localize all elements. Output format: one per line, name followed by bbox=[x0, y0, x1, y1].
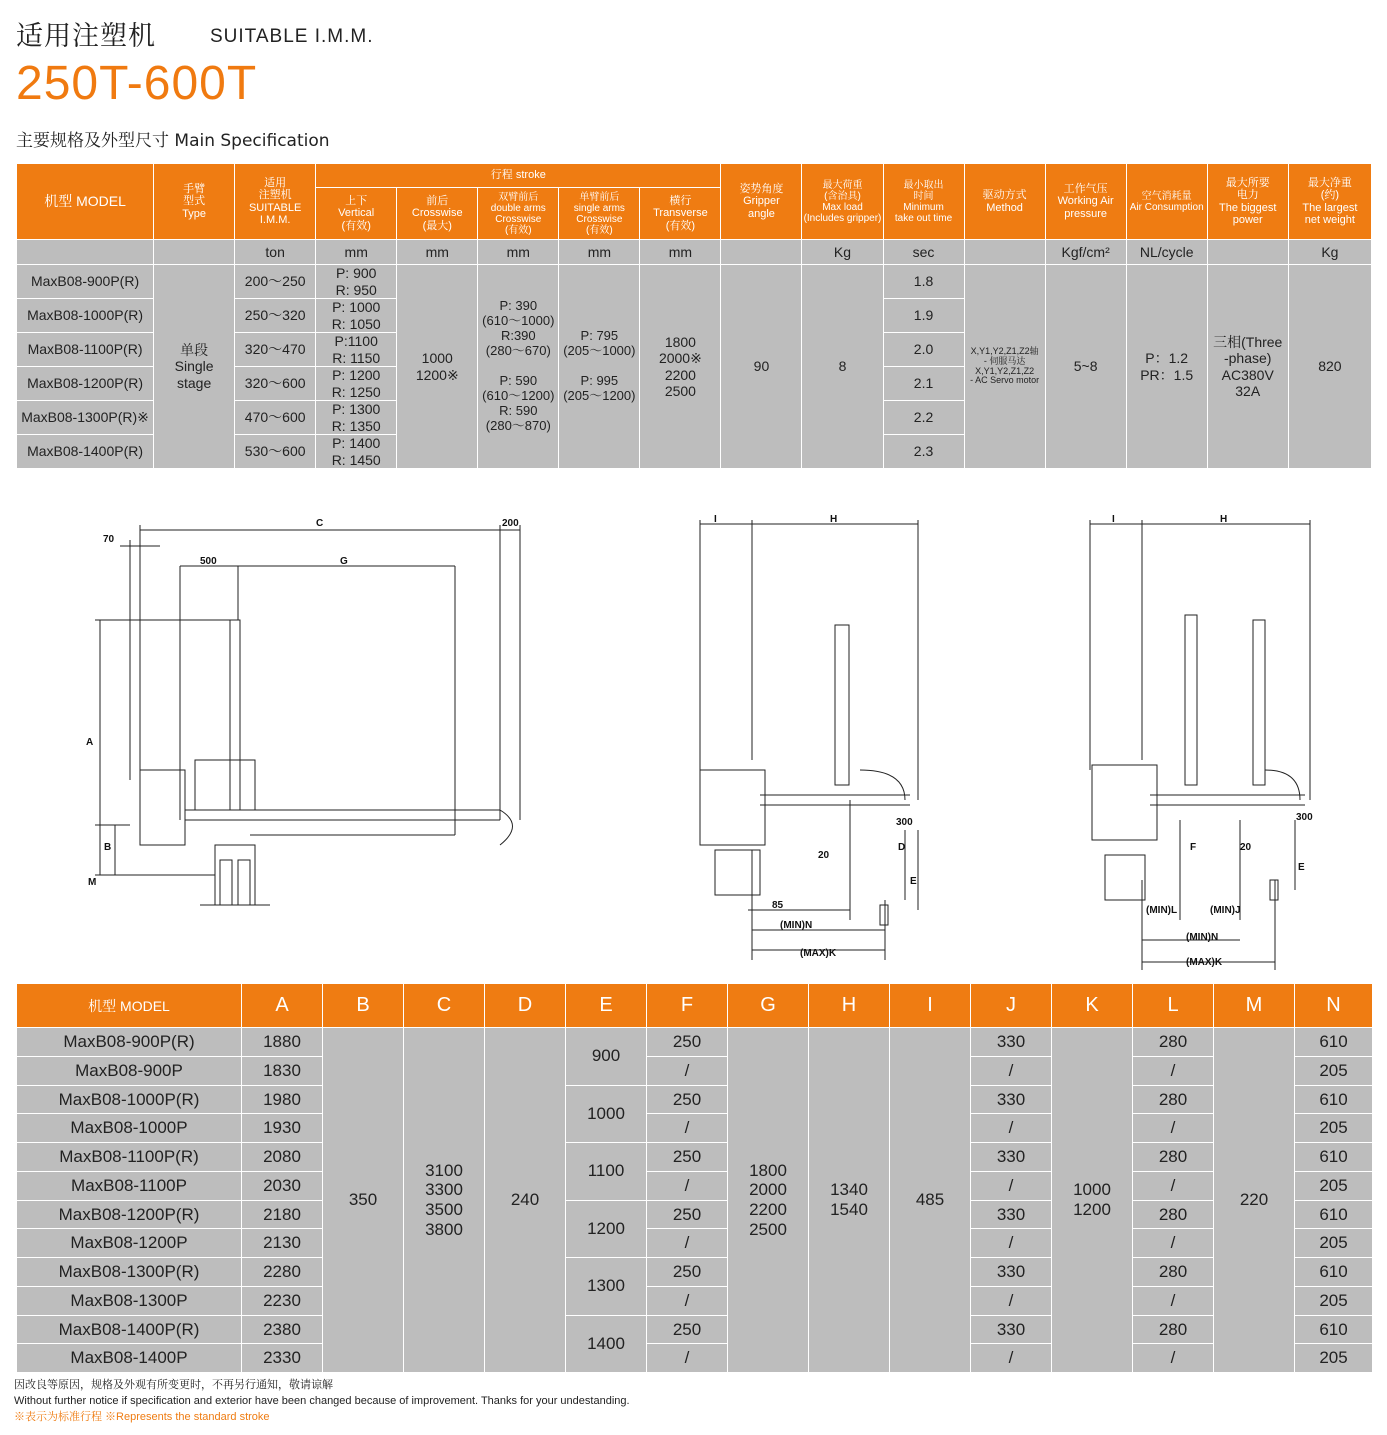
a-cell: 2280 bbox=[242, 1258, 323, 1287]
j-cell: / bbox=[971, 1114, 1052, 1143]
unit-transverse: mm bbox=[640, 240, 721, 265]
b-cell: 350 bbox=[323, 1028, 404, 1373]
header-k: K bbox=[1052, 984, 1133, 1028]
unit-air-consumption: NL/cycle bbox=[1126, 240, 1207, 265]
imm-cell: 200～250 bbox=[235, 265, 316, 299]
l-cell: / bbox=[1133, 1229, 1214, 1258]
model-cell: MaxB08-1000P bbox=[17, 1114, 242, 1143]
table-row bbox=[17, 1171, 1373, 1200]
e-cell: 1000 bbox=[566, 1085, 647, 1143]
dim-i: I bbox=[714, 514, 717, 525]
header-e: E bbox=[566, 984, 647, 1028]
dim-70: 70 bbox=[103, 534, 115, 545]
dimension-table bbox=[16, 983, 1373, 1373]
unit-max-load: Kg bbox=[802, 240, 883, 265]
transverse-cell: 1800 2000※ 2200 2500 bbox=[640, 265, 721, 469]
header-air-pressure: 工作气压 Working Air pressure bbox=[1045, 164, 1126, 240]
time-cell: 2.1 bbox=[883, 367, 964, 401]
time-cell: 1.9 bbox=[883, 299, 964, 333]
vertical-cell: P: 900 R: 950 bbox=[316, 265, 397, 299]
l-cell: / bbox=[1133, 1286, 1214, 1315]
n-cell: 610 bbox=[1295, 1143, 1373, 1172]
f-cell: 250 bbox=[647, 1085, 728, 1114]
vertical-cell: P: 1200 R: 1250 bbox=[316, 367, 397, 401]
vertical-cell: P: 1300 R: 1350 bbox=[316, 401, 397, 435]
header-stroke: 行程 stroke bbox=[316, 164, 721, 188]
model-cell: MaxB08-1100P(R) bbox=[17, 333, 154, 367]
header-g: G bbox=[728, 984, 809, 1028]
l-cell: 280 bbox=[1133, 1085, 1214, 1114]
f-cell: / bbox=[647, 1229, 728, 1258]
a-cell: 2380 bbox=[242, 1315, 323, 1344]
header-a: A bbox=[242, 984, 323, 1028]
n-cell: 205 bbox=[1295, 1229, 1373, 1258]
header-f: F bbox=[647, 984, 728, 1028]
header-model: 机型 MODEL bbox=[17, 164, 154, 240]
f-cell: 250 bbox=[647, 1143, 728, 1172]
header-transverse: 横行 Transverse (有效) bbox=[640, 188, 721, 240]
j-cell: 330 bbox=[971, 1258, 1052, 1287]
dim-g: G bbox=[340, 556, 348, 567]
header-vertical: 上下 Vertical (有效) bbox=[316, 188, 397, 240]
table-row bbox=[17, 1056, 1373, 1085]
a-cell: 2230 bbox=[242, 1286, 323, 1315]
header-model: 机型 MODEL bbox=[17, 984, 242, 1028]
model-cell: MaxB08-1200P bbox=[17, 1229, 242, 1258]
header-l: L bbox=[1133, 984, 1214, 1028]
imm-cell: 320～470 bbox=[235, 333, 316, 367]
model-cell: MaxB08-1400P(R) bbox=[17, 435, 154, 469]
j-cell: 330 bbox=[971, 1200, 1052, 1229]
j-cell: 330 bbox=[971, 1085, 1052, 1114]
m-cell: 220 bbox=[1214, 1028, 1295, 1373]
table-row bbox=[17, 1229, 1373, 1258]
dim-b: B bbox=[104, 842, 112, 853]
header-m: M bbox=[1214, 984, 1295, 1028]
unit-double-arms: mm bbox=[478, 240, 559, 265]
table-row bbox=[17, 1286, 1373, 1315]
note-en: Without further notice if specification and exterior have been changed because of improvement. Thanks for your undestanding. bbox=[14, 1395, 630, 1407]
model-cell: MaxB08-900P(R) bbox=[17, 1028, 242, 1057]
unit-cell bbox=[154, 240, 235, 265]
header-h: H bbox=[809, 984, 890, 1028]
time-cell: 2.2 bbox=[883, 401, 964, 435]
a-cell: 2180 bbox=[242, 1200, 323, 1229]
e-cell: 1100 bbox=[566, 1143, 647, 1201]
unit-cell bbox=[17, 240, 154, 265]
dim-min-j: (MIN)J bbox=[1210, 905, 1241, 916]
f-cell: / bbox=[647, 1171, 728, 1200]
single-arm-cell: P: 795 (205～1000) P: 995 (205～1200) bbox=[559, 265, 640, 469]
l-cell: / bbox=[1133, 1171, 1214, 1200]
table-row bbox=[17, 1085, 1373, 1114]
title-en: SUITABLE I.M.M. bbox=[210, 26, 374, 47]
a-cell: 2030 bbox=[242, 1171, 323, 1200]
unit-weight: Kg bbox=[1288, 240, 1371, 265]
header-weight: 最大净重 (约) The largest net weight bbox=[1288, 164, 1371, 240]
time-cell: 1.8 bbox=[883, 265, 964, 299]
model-cell: MaxB08-1000P(R) bbox=[17, 1085, 242, 1114]
tonnage-range: 250T-600T bbox=[16, 57, 258, 110]
technical-drawing bbox=[0, 480, 1387, 980]
imm-cell: 320～600 bbox=[235, 367, 316, 401]
footnotes bbox=[14, 1377, 630, 1425]
max-load-cell: 8 bbox=[802, 265, 883, 469]
n-cell: 610 bbox=[1295, 1315, 1373, 1344]
model-cell: MaxB08-1400P(R) bbox=[17, 1315, 242, 1344]
dim-300: 300 bbox=[896, 817, 913, 828]
c-cell: 3100 3300 3500 3800 bbox=[404, 1028, 485, 1373]
j-cell: 330 bbox=[971, 1143, 1052, 1172]
dim-min-l: (MIN)L bbox=[1146, 905, 1178, 916]
imm-cell: 250～320 bbox=[235, 299, 316, 333]
l-cell: / bbox=[1133, 1056, 1214, 1085]
a-cell: 2130 bbox=[242, 1229, 323, 1258]
j-cell: / bbox=[971, 1171, 1052, 1200]
air-pressure-cell: 5~8 bbox=[1045, 265, 1126, 469]
a-cell: 1880 bbox=[242, 1028, 323, 1057]
e-cell: 1300 bbox=[566, 1258, 647, 1316]
header-air-consumption: 空气消耗量 Air Consumption bbox=[1126, 164, 1207, 240]
model-cell: MaxB08-1200P(R) bbox=[17, 1200, 242, 1229]
type-cell: 单段 Single stage bbox=[154, 265, 235, 469]
table-row bbox=[17, 1315, 1373, 1344]
model-cell: MaxB08-1200P(R) bbox=[17, 367, 154, 401]
dim-85: 85 bbox=[772, 900, 784, 911]
unit-min-time: sec bbox=[883, 240, 964, 265]
header-b: B bbox=[323, 984, 404, 1028]
power-cell: 三相(Three -phase) AC380V 32A bbox=[1207, 265, 1288, 469]
model-cell: MaxB08-1000P(R) bbox=[17, 299, 154, 333]
time-cell: 2.3 bbox=[883, 435, 964, 469]
f-cell: / bbox=[647, 1344, 728, 1373]
dim-i-2: I bbox=[1112, 514, 1115, 525]
air-consumption-cell: P：1.2 PR：1.5 bbox=[1126, 265, 1207, 469]
unit-cell bbox=[721, 240, 802, 265]
l-cell: / bbox=[1133, 1344, 1214, 1373]
j-cell: / bbox=[971, 1056, 1052, 1085]
header-single-arm: 单臂前后 single arms Crosswise (有效) bbox=[559, 188, 640, 240]
dim-min-n: (MIN)N bbox=[780, 920, 813, 931]
dim-c: C bbox=[316, 518, 324, 529]
unit-cell bbox=[1207, 240, 1288, 265]
f-cell: / bbox=[647, 1114, 728, 1143]
imm-cell: 470～600 bbox=[235, 401, 316, 435]
dim-f: F bbox=[1190, 842, 1197, 853]
dim-max-k-2: (MAX)K bbox=[1186, 957, 1223, 968]
title-cn: 适用注塑机 bbox=[16, 21, 156, 52]
dim-max-k: (MAX)K bbox=[800, 948, 837, 959]
table-row bbox=[17, 1028, 1373, 1057]
header-d: D bbox=[485, 984, 566, 1028]
unit-crosswise: mm bbox=[397, 240, 478, 265]
a-cell: 2080 bbox=[242, 1143, 323, 1172]
dim-e-2: E bbox=[1298, 862, 1305, 873]
n-cell: 205 bbox=[1295, 1344, 1373, 1373]
unit-single-arm: mm bbox=[559, 240, 640, 265]
dim-20-2: 20 bbox=[1240, 842, 1252, 853]
header-type: 手臂 型式 Type bbox=[154, 164, 235, 240]
n-cell: 610 bbox=[1295, 1200, 1373, 1229]
model-cell: MaxB08-1300P(R) bbox=[17, 1258, 242, 1287]
i-cell: 485 bbox=[890, 1028, 971, 1373]
header-method: 驱动方式 Method bbox=[964, 164, 1045, 240]
model-cell: MaxB08-900P bbox=[17, 1056, 242, 1085]
h-cell: 1340 1540 bbox=[809, 1028, 890, 1373]
l-cell: / bbox=[1133, 1114, 1214, 1143]
n-cell: 610 bbox=[1295, 1085, 1373, 1114]
header-gripper: 姿势角度 Gripper angle bbox=[721, 164, 802, 240]
f-cell: / bbox=[647, 1286, 728, 1315]
dim-300-2: 300 bbox=[1296, 812, 1313, 823]
a-cell: 1930 bbox=[242, 1114, 323, 1143]
n-cell: 205 bbox=[1295, 1171, 1373, 1200]
header-n: N bbox=[1295, 984, 1373, 1028]
e-cell: 1400 bbox=[566, 1315, 647, 1373]
vertical-cell: P:1100 R: 1150 bbox=[316, 333, 397, 367]
unit-imm: ton bbox=[235, 240, 316, 265]
j-cell: / bbox=[971, 1286, 1052, 1315]
header-max-load: 最大荷重 (含治具) Max load (Includes gripper) bbox=[802, 164, 883, 240]
dim-500: 500 bbox=[200, 556, 217, 567]
j-cell: 330 bbox=[971, 1315, 1052, 1344]
dim-m: M bbox=[88, 877, 97, 888]
unit-vertical: mm bbox=[316, 240, 397, 265]
n-cell: 205 bbox=[1295, 1114, 1373, 1143]
f-cell: 250 bbox=[647, 1200, 728, 1229]
spec-title: 主要规格及外型尺寸 Main Specification bbox=[16, 131, 330, 151]
l-cell: 280 bbox=[1133, 1315, 1214, 1344]
n-cell: 610 bbox=[1295, 1258, 1373, 1287]
header-c: C bbox=[404, 984, 485, 1028]
model-cell: MaxB08-1300P bbox=[17, 1286, 242, 1315]
model-cell: MaxB08-1400P bbox=[17, 1344, 242, 1373]
l-cell: 280 bbox=[1133, 1143, 1214, 1172]
method-cell: X,Y1,Y2,Z1,Z2轴 - 伺服马达 X,Y1,Y2,Z1,Z2 - AC Servo motor bbox=[964, 265, 1045, 469]
a-cell: 1830 bbox=[242, 1056, 323, 1085]
dim-a: A bbox=[86, 737, 94, 748]
table-row bbox=[17, 265, 1372, 299]
model-cell: MaxB08-900P(R) bbox=[17, 265, 154, 299]
vertical-cell: P: 1000 R: 1050 bbox=[316, 299, 397, 333]
j-cell: / bbox=[971, 1229, 1052, 1258]
table-row bbox=[17, 1114, 1373, 1143]
j-cell: / bbox=[971, 1344, 1052, 1373]
weight-cell: 820 bbox=[1288, 265, 1371, 469]
l-cell: 280 bbox=[1133, 1028, 1214, 1057]
a-cell: 1980 bbox=[242, 1085, 323, 1114]
note-cn: 因改良等原因，规格及外观有所变更时，不再另行通知，敬请谅解 bbox=[14, 1379, 333, 1391]
k-cell: 1000 1200 bbox=[1052, 1028, 1133, 1373]
f-cell: / bbox=[647, 1056, 728, 1085]
double-arms-cell: P: 390 (610～1000) R:390 (280～670) P: 590 (610～1200) R: 590 (280～870) bbox=[478, 265, 559, 469]
f-cell: 250 bbox=[647, 1315, 728, 1344]
e-cell: 900 bbox=[566, 1028, 647, 1086]
spec-table bbox=[16, 163, 1372, 469]
model-cell: MaxB08-1100P bbox=[17, 1171, 242, 1200]
dim-d: D bbox=[898, 842, 906, 853]
header-double-arms: 双臂前后 double arms Crosswise (有效) bbox=[478, 188, 559, 240]
vertical-cell: P: 1400 R: 1450 bbox=[316, 435, 397, 469]
dim-h-2: H bbox=[1220, 514, 1228, 525]
a-cell: 2330 bbox=[242, 1344, 323, 1373]
unit-cell bbox=[964, 240, 1045, 265]
header-power: 最大所要 电力 The biggest power bbox=[1207, 164, 1288, 240]
l-cell: 280 bbox=[1133, 1200, 1214, 1229]
dim-20: 20 bbox=[818, 850, 830, 861]
g-cell: 1800 2000 2200 2500 bbox=[728, 1028, 809, 1373]
n-cell: 205 bbox=[1295, 1056, 1373, 1085]
unit-air-pressure: Kgf/cm² bbox=[1045, 240, 1126, 265]
j-cell: 330 bbox=[971, 1028, 1052, 1057]
table-row bbox=[17, 1200, 1373, 1229]
table-row bbox=[17, 1143, 1373, 1172]
f-cell: 250 bbox=[647, 1258, 728, 1287]
header-min-time: 最小取出 时间 Minimum take out time bbox=[883, 164, 964, 240]
crosswise-cell: 1000 1200※ bbox=[397, 265, 478, 469]
l-cell: 280 bbox=[1133, 1258, 1214, 1287]
dim-e: E bbox=[910, 876, 917, 887]
table-row bbox=[17, 1344, 1373, 1373]
model-cell: MaxB08-1300P(R)※ bbox=[17, 401, 154, 435]
note-standard: ※表示为标准行程 ※Represents the standard stroke bbox=[14, 1411, 270, 1423]
dim-h: H bbox=[830, 514, 838, 525]
e-cell: 1200 bbox=[566, 1200, 647, 1258]
model-cell: MaxB08-1100P(R) bbox=[17, 1143, 242, 1172]
header-imm: 适用 注塑机 SUITABLE I.M.M. bbox=[235, 164, 316, 240]
header-crosswise: 前后 Crosswise (最大) bbox=[397, 188, 478, 240]
d-cell: 240 bbox=[485, 1028, 566, 1373]
f-cell: 250 bbox=[647, 1028, 728, 1057]
n-cell: 205 bbox=[1295, 1286, 1373, 1315]
imm-cell: 530～600 bbox=[235, 435, 316, 469]
table-row bbox=[17, 1258, 1373, 1287]
time-cell: 2.0 bbox=[883, 333, 964, 367]
dim-min-n-2: (MIN)N bbox=[1186, 932, 1219, 943]
gripper-cell: 90 bbox=[721, 265, 802, 469]
header-i: I bbox=[890, 984, 971, 1028]
dim-200: 200 bbox=[502, 518, 519, 529]
header-j: J bbox=[971, 984, 1052, 1028]
n-cell: 610 bbox=[1295, 1028, 1373, 1057]
